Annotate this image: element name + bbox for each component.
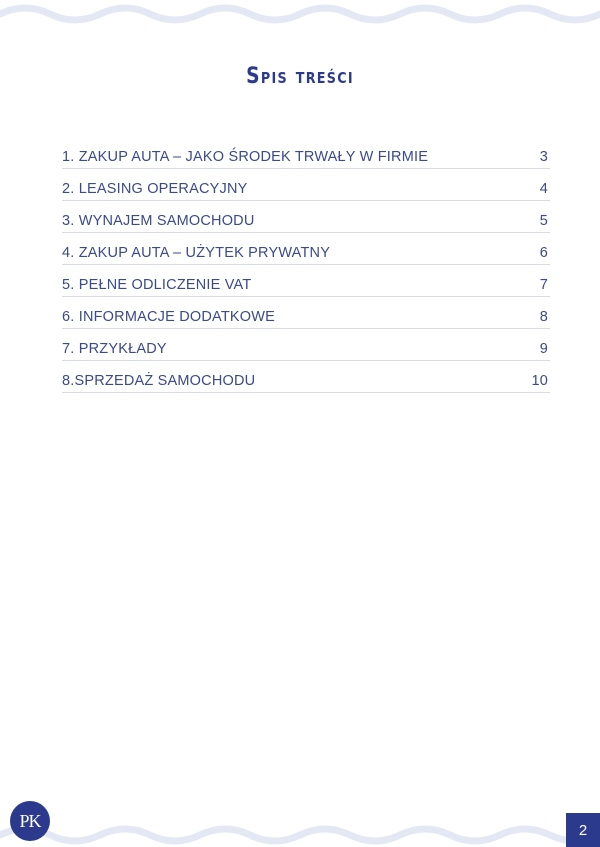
toc-entry-label: 8.SPRZEDAŻ SAMOCHODU: [62, 373, 256, 389]
pk-logo-icon: [10, 801, 50, 841]
toc-entry-label: 6. INFORMACJE DODATKOWE: [62, 309, 275, 325]
page-number-badge: [566, 813, 600, 847]
toc-entry[interactable]: [62, 233, 550, 265]
bottom-wave-decoration: [0, 817, 600, 847]
toc-entry-label: 4. ZAKUP AUTA – UŻYTEK PRYWATNY: [62, 245, 331, 261]
toc-entry-label: 3. WYNAJEM SAMOCHODU: [62, 213, 255, 229]
toc-entry-page: 10: [531, 373, 548, 389]
toc-entry[interactable]: [62, 329, 550, 361]
toc-entry[interactable]: [62, 148, 550, 169]
toc-entry[interactable]: [62, 201, 550, 233]
page-number: 2: [578, 821, 588, 839]
toc-entry-label: 5. PEŁNE ODLICZENIE VAT: [62, 277, 252, 293]
toc-entry-page: 6: [539, 245, 548, 261]
toc-entry-page: 8: [539, 309, 548, 325]
toc-entry-page: 7: [539, 277, 548, 293]
toc-entry[interactable]: [62, 297, 550, 329]
toc-entry-page: 9: [539, 341, 548, 357]
top-wave-decoration: [0, 0, 600, 30]
toc-entry[interactable]: [62, 169, 550, 201]
toc-entry-label: 2. LEASING OPERACYJNY: [62, 181, 248, 197]
toc-entry-page: 3: [539, 149, 548, 165]
toc-entry-label: 7. PRZYKŁADY: [62, 341, 167, 357]
page-title: Spis treści: [246, 64, 354, 89]
toc-entry[interactable]: [62, 265, 550, 297]
toc-entry-page: 5: [539, 213, 548, 229]
toc-entry-page: 4: [539, 181, 548, 197]
table-of-contents: [62, 148, 550, 393]
toc-entry[interactable]: [62, 361, 550, 393]
toc-entry-label: 1. ZAKUP AUTA – JAKO ŚRODEK TRWAŁY W FIRMIE: [62, 149, 429, 165]
logo-text: PK: [19, 810, 41, 831]
